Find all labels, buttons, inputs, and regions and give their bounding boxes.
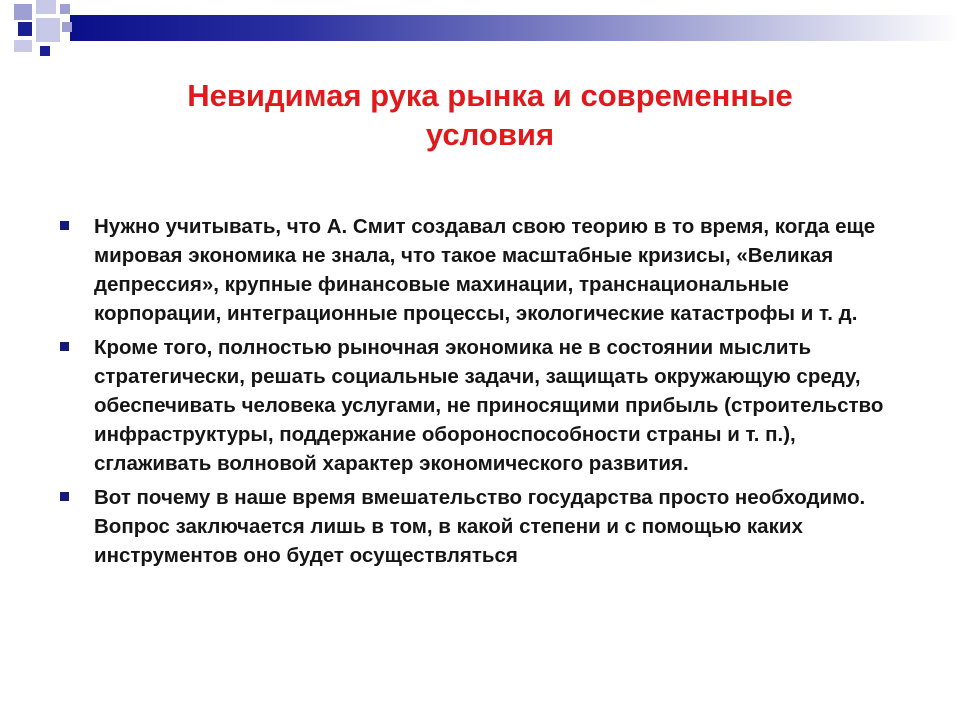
decor-square (14, 40, 32, 52)
square-bullet-icon (60, 342, 69, 351)
decor-square (60, 4, 70, 14)
bullet-text: Вот почему в наше время вмешательство государства просто необходимо. Вопрос заключается лишь в том, в какой степени и с помощью каких инструментов оно будет осуществляться (94, 486, 866, 567)
bullet-item (60, 483, 910, 570)
decor-square (14, 4, 32, 20)
decor-square (36, 18, 60, 42)
bullet-list (60, 212, 910, 575)
bullet-item (60, 212, 910, 328)
decor-square (62, 22, 72, 32)
bullet-item (60, 333, 910, 478)
header-gradient-bar (70, 15, 960, 41)
decor-square (36, 0, 56, 14)
decor-square (18, 22, 32, 36)
square-bullet-icon (60, 221, 69, 230)
square-bullet-icon (60, 492, 69, 501)
bullet-text: Кроме того, полностью рыночная экономика не в состоянии мыслить стратегически, решать социальные задачи, защищать окружающую среду, обеспечивать человека услугами, не приносящими прибыль (строительство инфраструктуры, поддержание обороноспособности страны и т. п.), сглаживать волновой характер экономического развития. (94, 336, 884, 475)
bullet-text: Нужно учитывать, что А. Смит создавал свою теорию в то время, когда еще мировая экономика не знала, что такое масштабные кризисы, «Великая депрессия», крупные финансовые махинации, транснациональные корпорации, интеграционные процессы, экологические катастрофы и т. д. (94, 215, 876, 325)
slide-title: Невидимая рука рынка и современные условия (187, 78, 793, 152)
decor-square (40, 46, 50, 56)
